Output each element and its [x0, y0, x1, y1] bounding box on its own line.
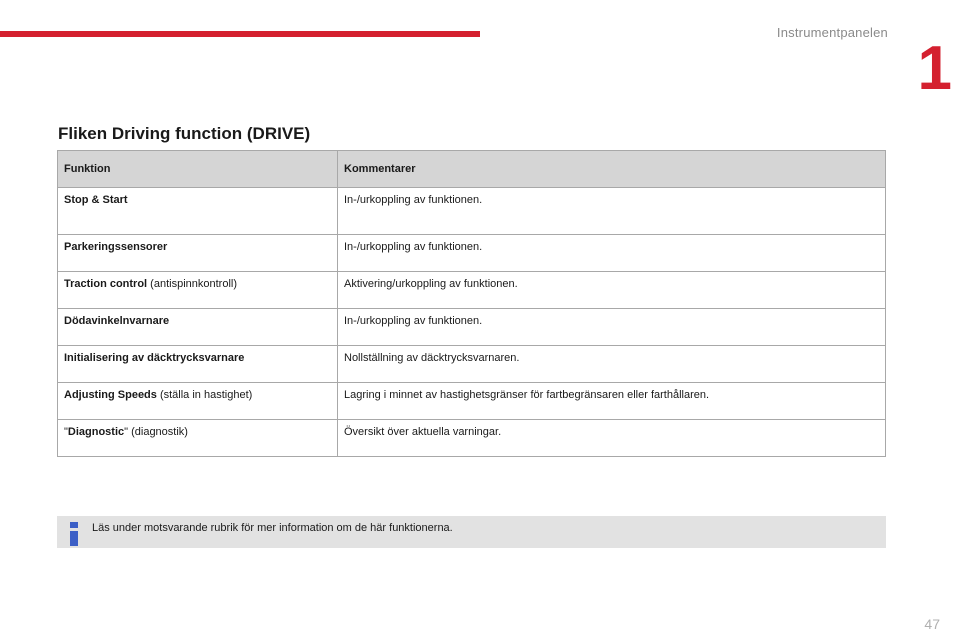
function-cell — [58, 383, 338, 420]
info-icon — [69, 522, 79, 546]
function-cell — [58, 272, 338, 309]
comment-cell: In-/urkoppling av funktionen. — [338, 309, 886, 346]
table-row — [58, 272, 886, 309]
column-header-comments: Kommentarer — [338, 151, 886, 188]
column-header-function: Funktion — [58, 151, 338, 188]
table-row — [58, 346, 886, 383]
function-cell — [58, 235, 338, 272]
section-name: Instrumentpanelen — [776, 25, 888, 40]
page-number: 47 — [924, 616, 940, 632]
function-cell — [58, 346, 338, 383]
function-note: (ställa in hastighet) — [156, 389, 253, 401]
function-name: Adjusting Speeds — [64, 389, 157, 401]
function-cell — [58, 420, 338, 457]
function-name: Diagnostic — [67, 426, 125, 438]
table-header-row — [58, 151, 886, 188]
function-cell — [58, 309, 338, 346]
header-red-bar — [0, 31, 480, 37]
function-name: Stop & Start — [64, 194, 128, 206]
table-row — [58, 188, 886, 235]
comment-cell: Lagring i minnet av hastighetsgränser för fartbegränsaren eller farthållaren. — [338, 383, 886, 420]
comment-cell: Aktivering/urkoppling av funktionen. — [338, 272, 886, 309]
comment-cell: Översikt över aktuella varningar. — [338, 420, 886, 457]
function-table — [57, 150, 886, 457]
chapter-number: 1 — [917, 34, 952, 103]
comment-cell: In-/urkoppling av funktionen. — [338, 235, 886, 272]
function-name: Initialisering av däcktrycksvarnare — [64, 352, 245, 364]
info-box — [57, 516, 886, 548]
table-row — [58, 235, 886, 272]
info-icon-stem — [70, 531, 78, 546]
table-row — [58, 309, 886, 346]
info-text: Läs under motsvarande rubrik för mer information om de här funktionerna. — [92, 522, 453, 534]
function-cell — [58, 188, 338, 235]
comment-cell: In-/urkoppling av funktionen. — [338, 188, 886, 235]
table-row — [58, 383, 886, 420]
function-name: Traction control — [64, 278, 148, 290]
page-title: Fliken Driving function (DRIVE) — [58, 124, 311, 143]
table-row — [58, 420, 886, 457]
info-icon-dot — [70, 522, 78, 528]
function-note: " (diagnostik) — [124, 426, 188, 438]
function-note: (antispinnkontroll) — [147, 278, 237, 290]
function-prefix: " — [64, 426, 68, 438]
function-name: Dödavinkelnvarnare — [64, 315, 170, 327]
comment-cell: Nollställning av däcktrycksvarnaren. — [338, 346, 886, 383]
function-name: Parkeringssensorer — [64, 241, 168, 253]
